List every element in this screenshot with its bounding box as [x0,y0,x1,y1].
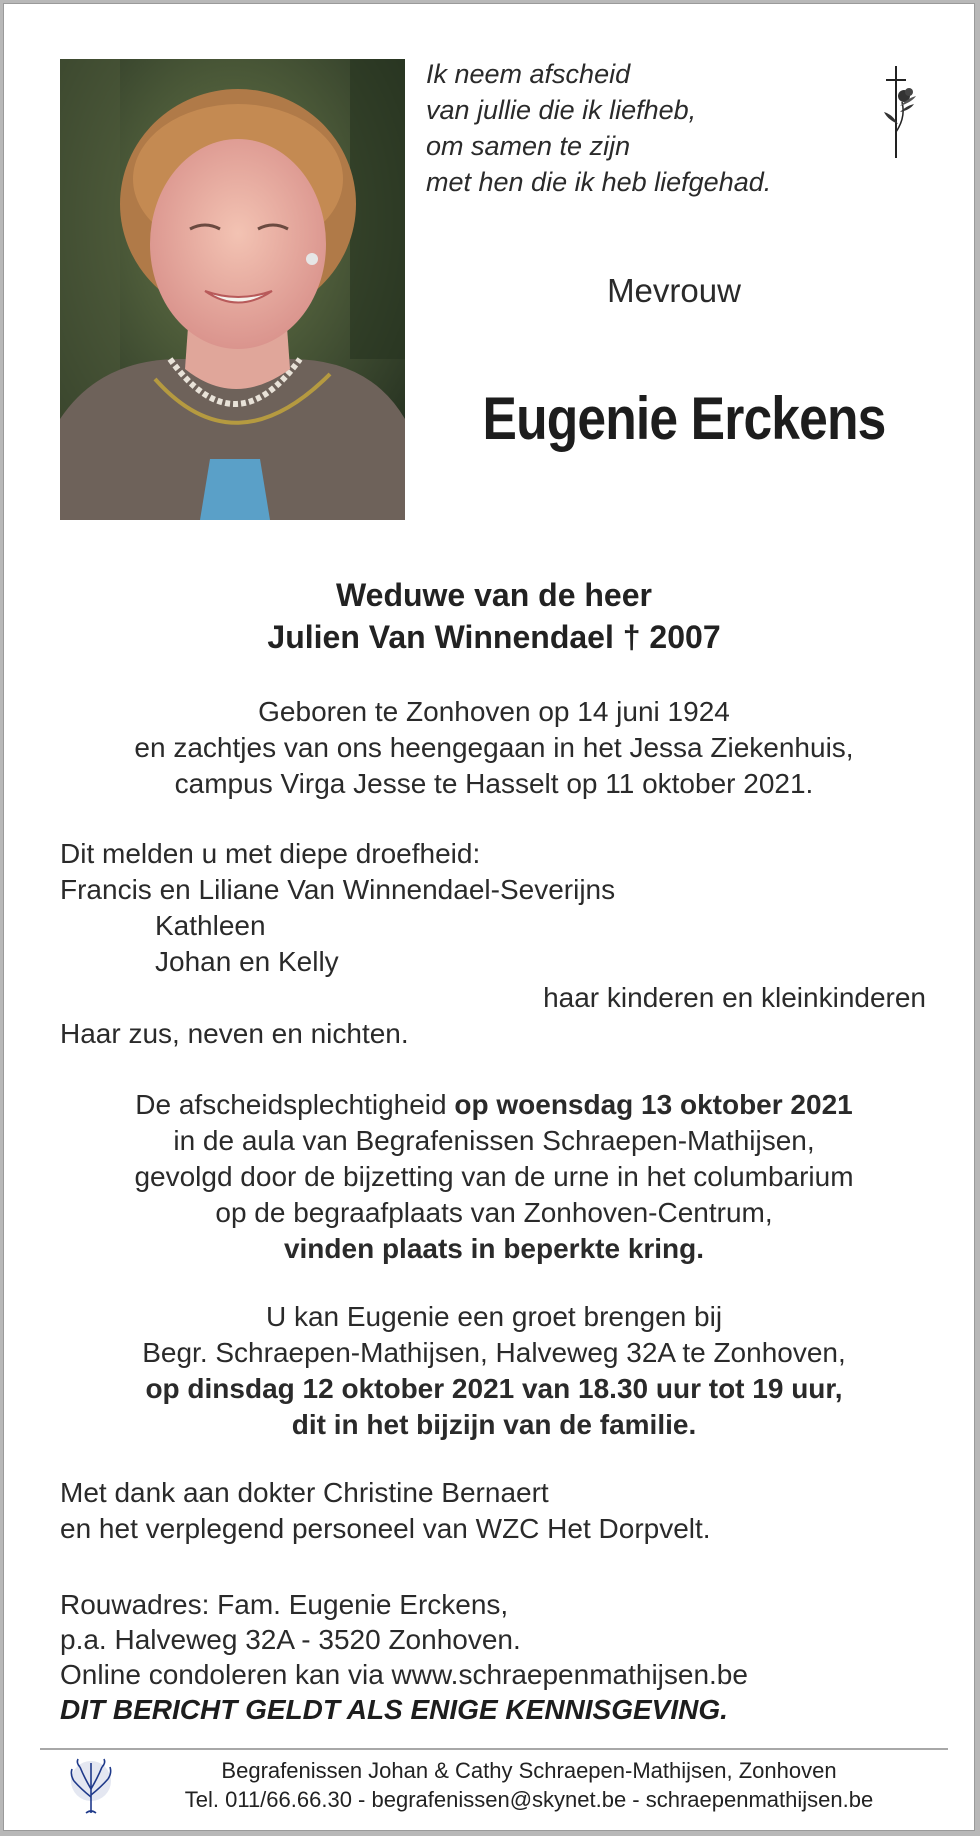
ceremony-prefix: De afscheidsplechtigheid [135,1089,455,1120]
birth-death-line: en zachtjes van ons heengegaan in het Jessa Ziekenhuis, [134,732,854,763]
tree-logo-icon [66,1757,116,1815]
deceased-name: Eugenie Erckens [482,385,886,452]
ceremony-line: gevolgd door de bijzetting van de urne in het columbarium [134,1161,854,1192]
ceremony-line [44,1087,944,1123]
poem-line: om samen te zijn [426,131,631,161]
grandchild-name: Kathleen [155,910,266,941]
spouse-line: Julien Van Winnendael † 2007 [267,619,721,655]
visitation-note: dit in het bijzijn van de familie. [291,1409,697,1440]
address-line: Rouwadres: Fam. Eugenie Erckens, [60,1589,509,1620]
visitation-line: U kan Eugenie een groet brengen bij [265,1301,723,1332]
visitation-line: Begr. Schraepen-Mathijsen, Halveweg 32A te Zonhoven, [142,1337,846,1368]
sole-notice: DIT BERICHT GELDT ALS ENIGE KENNISGEVING. [60,1694,728,1725]
grandchild-name: Johan en Kelly [155,946,339,977]
ceremony-date: op woensdag 13 oktober 2021 [454,1089,853,1120]
family-announcement [60,836,950,1052]
portrait-photo [60,59,405,520]
poem-line: met hen die ik heb liefgehad. [426,167,772,197]
visitation-info [44,1299,944,1443]
spouse-info [44,574,944,658]
announcement-intro: Dit melden u met diepe droefheid: [60,838,481,869]
footer-line: Begrafenissen Johan & Cathy Schraepen-Mathijsen, Zonhoven [221,1758,837,1783]
funeral-home-footer [119,1756,939,1814]
thanks-note [60,1475,711,1547]
thanks-line: Met dank aan dokter Christine Bernaert [60,1477,549,1508]
cross-with-rose-icon [876,62,922,162]
honorific-title: Mevrouw [607,272,741,309]
footer-divider [40,1748,948,1750]
spouse-line: Weduwe van de heer [336,577,652,613]
address-line: p.a. Halveweg 32A - 3520 Zonhoven. [60,1624,521,1655]
ceremony-info [44,1087,944,1267]
poem-line: van jullie die ik liefheb, [426,95,697,125]
family-relation: haar kinderen en kleinkinderen [543,982,926,1013]
poem-line: Ik neem afscheid [426,59,631,89]
other-relatives: Haar zus, neven en nichten. [60,1018,409,1049]
visitation-line [44,1371,944,1407]
birth-death-line: campus Virga Jesse te Hasselt op 11 oktober 2021. [174,768,814,799]
ceremony-privacy: vinden plaats in beperkte kring. [283,1233,705,1264]
ceremony-line [44,1231,944,1267]
obituary-card [3,3,975,1831]
birth-death-info [44,694,944,802]
visitation-time: op dinsdag 12 oktober 2021 van 18.30 uur tot 19 uur, [145,1373,843,1404]
poem [426,56,771,200]
children-names: Francis en Liliane Van Winnendael-Severijns [60,874,616,905]
ceremony-line: op de begraafplaats van Zonhoven-Centrum, [215,1197,773,1228]
birth-death-line: Geboren te Zonhoven op 14 juni 1924 [258,696,730,727]
ceremony-line: in de aula van Begrafenissen Schraepen-Mathijsen, [173,1125,815,1156]
condolence-link[interactable]: Online condoleren kan via www.schraepenmathijsen.be [60,1659,748,1690]
visitation-line [44,1407,944,1443]
mourning-address [60,1587,748,1727]
footer-contact[interactable]: Tel. 011/66.66.30 - begrafenissen@skynet.be - schraepenmathijsen.be [184,1787,874,1812]
thanks-line: en het verplegend personeel van WZC Het Dorpvelt. [60,1513,711,1544]
